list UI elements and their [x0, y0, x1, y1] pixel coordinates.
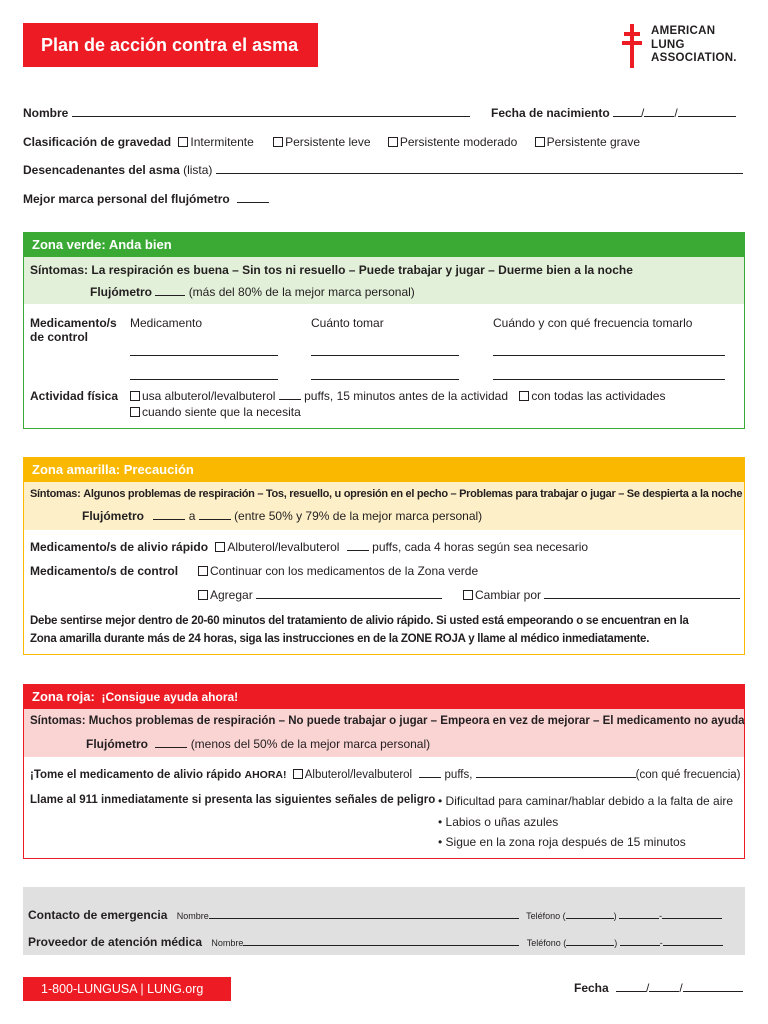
activity-needed-checkbox[interactable] — [130, 407, 140, 417]
activity-albuterol-checkbox[interactable] — [130, 391, 140, 401]
red-albuterol-checkbox[interactable] — [293, 769, 303, 779]
contacts-box — [23, 887, 745, 955]
green-amount-field-2[interactable] — [311, 369, 459, 380]
name-field[interactable] — [72, 106, 470, 117]
activity-label: Actividad física — [30, 389, 119, 403]
logo-text: AMERICAN LUNG ASSOCIATION. — [651, 25, 737, 64]
green-freq-field-1[interactable] — [493, 345, 725, 356]
activity-puffs-field[interactable] — [279, 389, 301, 400]
activity-all-checkbox[interactable] — [519, 391, 529, 401]
yellow-change-row: Cambiar por — [463, 588, 740, 602]
provider-phone-field-1[interactable] — [620, 935, 660, 946]
yellow-note: Debe sentirse mejor dentro de 20-60 minutos del tratamiento de alivio rápido. Si usted está empeorando o se encuentran en la Zona amarilla durante más de 24 horas, siga las instrucciones en de la ZONE ROJA y llame al médico inmediatamente. — [30, 615, 689, 645]
yellow-symptoms: Síntomas: Algunos problemas de respiración – Tos, resuello, u opresión en el pecho – Problemas para trabajar o jugar – Se despierta a la noche Flujómetro a (entre 50% y 79% de la mejor marca personal) — [24, 482, 744, 530]
col-amount: Cuánto tomar — [311, 316, 384, 330]
rescue-albuterol-checkbox[interactable] — [215, 542, 225, 552]
yellow-control-label: Medicamento/s de control — [30, 564, 179, 578]
page-title: Plan de acción contra el asma — [23, 23, 318, 67]
red-take-row: ¡Tome el medicamento de alivio rápido AHORA! Albuterol/levalbuterol puffs, (con qué frecuencia) — [30, 769, 741, 781]
red-sign-2: • Labios o uñas azules — [438, 815, 559, 829]
triggers-row: Desencadenantes del asma (lista) — [23, 163, 743, 177]
peak-flow-field[interactable] — [237, 192, 269, 203]
helpline-badge: 1-800-LUNGUSA | LUNG.org — [23, 977, 231, 1001]
yellow-flow-low-field[interactable] — [153, 509, 185, 520]
green-zone — [23, 232, 745, 429]
provider-name-field[interactable] — [243, 935, 519, 946]
red-symptoms: Síntomas: Muchos problemas de respiración – No puede trabajar o jugar – Empeora en vez de mejorar – El medicamento no ayuda Flujómetro (menos del 50% de la mejor marca personal) — [24, 709, 744, 757]
dob-month-field[interactable] — [613, 106, 641, 117]
red-flow-field[interactable] — [155, 737, 187, 748]
dob-row: Fecha de nacimiento / / — [491, 106, 736, 120]
green-flow-field[interactable] — [155, 285, 185, 296]
date-year-field[interactable] — [683, 981, 743, 992]
name-row — [23, 106, 470, 120]
yellow-flow-high-field[interactable] — [199, 509, 231, 520]
dob-label: Fecha de nacimiento — [491, 106, 610, 120]
severity-intermittent-checkbox[interactable] — [178, 137, 188, 147]
name-label: Nombre — [23, 106, 69, 120]
triggers-field[interactable] — [216, 163, 743, 174]
red-sign-3: • Sigue en la zona roja después de 15 minutos — [438, 835, 686, 849]
add-med-checkbox[interactable] — [198, 590, 208, 600]
change-med-checkbox[interactable] — [463, 590, 473, 600]
emergency-phone-field-2[interactable] — [662, 908, 722, 919]
severity-label: Clasificación de gravedad — [23, 135, 172, 149]
emergency-name-field[interactable] — [209, 908, 519, 919]
severity-row: Clasificación de gravedad Intermitente Persistente leve Persistente moderado Persistente grave — [23, 135, 640, 149]
change-med-field[interactable] — [544, 588, 740, 599]
rescue-row: Medicamento/s de alivio rápido Albuterol/levalbuterol puffs, cada 4 horas según sea necesario — [30, 540, 589, 554]
green-med-field-1[interactable] — [130, 345, 278, 356]
activity-row: usa albuterol/levalbuterol puffs, 15 minutos antes de la actividad con todas las actividades — [130, 389, 665, 403]
provider-row: Proveedor de atención médica Nombre Teléfono ( ) - — [28, 935, 723, 949]
emergency-contact-row: Contacto de emergencia Nombre Teléfono ( ) - — [28, 908, 722, 922]
provider-phone-field-2[interactable] — [663, 935, 723, 946]
yellow-continue-row: Continuar con los medicamentos de la Zona verde — [198, 564, 478, 578]
red-sign-1: • Dificultad para caminar/hablar debido a la falta de aire — [438, 794, 734, 808]
red-puffs-field[interactable] — [419, 767, 441, 778]
col-frequency: Cuándo y con qué frecuencia tomarlo — [493, 316, 693, 330]
red-zone-title: Zona roja: ¡Consigue ayuda ahora! — [24, 685, 744, 709]
green-zone-title: Zona verde: Anda bien — [24, 233, 744, 257]
rescue-puffs-field[interactable] — [347, 540, 369, 551]
green-control-label: Medicamento/s de control — [30, 316, 117, 344]
severity-severe-checkbox[interactable] — [535, 137, 545, 147]
green-amount-field-1[interactable] — [311, 345, 459, 356]
green-freq-field-2[interactable] — [493, 369, 725, 380]
emergency-area-field[interactable] — [566, 908, 614, 919]
date-row: Fecha / / — [574, 981, 743, 995]
severity-mild-checkbox[interactable] — [273, 137, 283, 147]
lung-association-logo — [620, 22, 750, 70]
date-day-field[interactable] — [649, 981, 679, 992]
col-medication: Medicamento — [130, 316, 203, 330]
red-freq-field[interactable] — [476, 767, 636, 778]
add-med-field[interactable] — [256, 588, 442, 599]
activity-row-2: cuando siente que la necesita — [130, 405, 301, 419]
dob-year-field[interactable] — [678, 106, 736, 117]
yellow-zone — [23, 457, 745, 655]
date-month-field[interactable] — [616, 981, 646, 992]
peak-flow-row — [23, 192, 269, 206]
yellow-zone-title: Zona amarilla: Precaución — [24, 458, 744, 482]
triggers-label: Desencadenantes del asma — [23, 163, 180, 177]
peak-flow-label: Mejor marca personal del flujómetro — [23, 192, 230, 206]
yellow-add-row: Agregar — [198, 588, 442, 602]
severity-moderate-checkbox[interactable] — [388, 137, 398, 147]
provider-area-field[interactable] — [566, 935, 614, 946]
emergency-phone-field-1[interactable] — [619, 908, 659, 919]
red-call-label: Llame al 911 inmediatamente si presenta las siguientes señales de peligro — [30, 794, 436, 806]
green-symptoms: Síntomas: La respiración es buena – Sin tos ni resuello – Puede trabajar y jugar – Duerme bien a la noche Flujómetro (más del 80% de la mejor marca personal) — [24, 257, 744, 304]
green-med-field-2[interactable] — [130, 369, 278, 380]
lorraine-cross-icon — [620, 22, 644, 70]
continue-green-checkbox[interactable] — [198, 566, 208, 576]
red-zone — [23, 684, 745, 859]
dob-day-field[interactable] — [644, 106, 674, 117]
